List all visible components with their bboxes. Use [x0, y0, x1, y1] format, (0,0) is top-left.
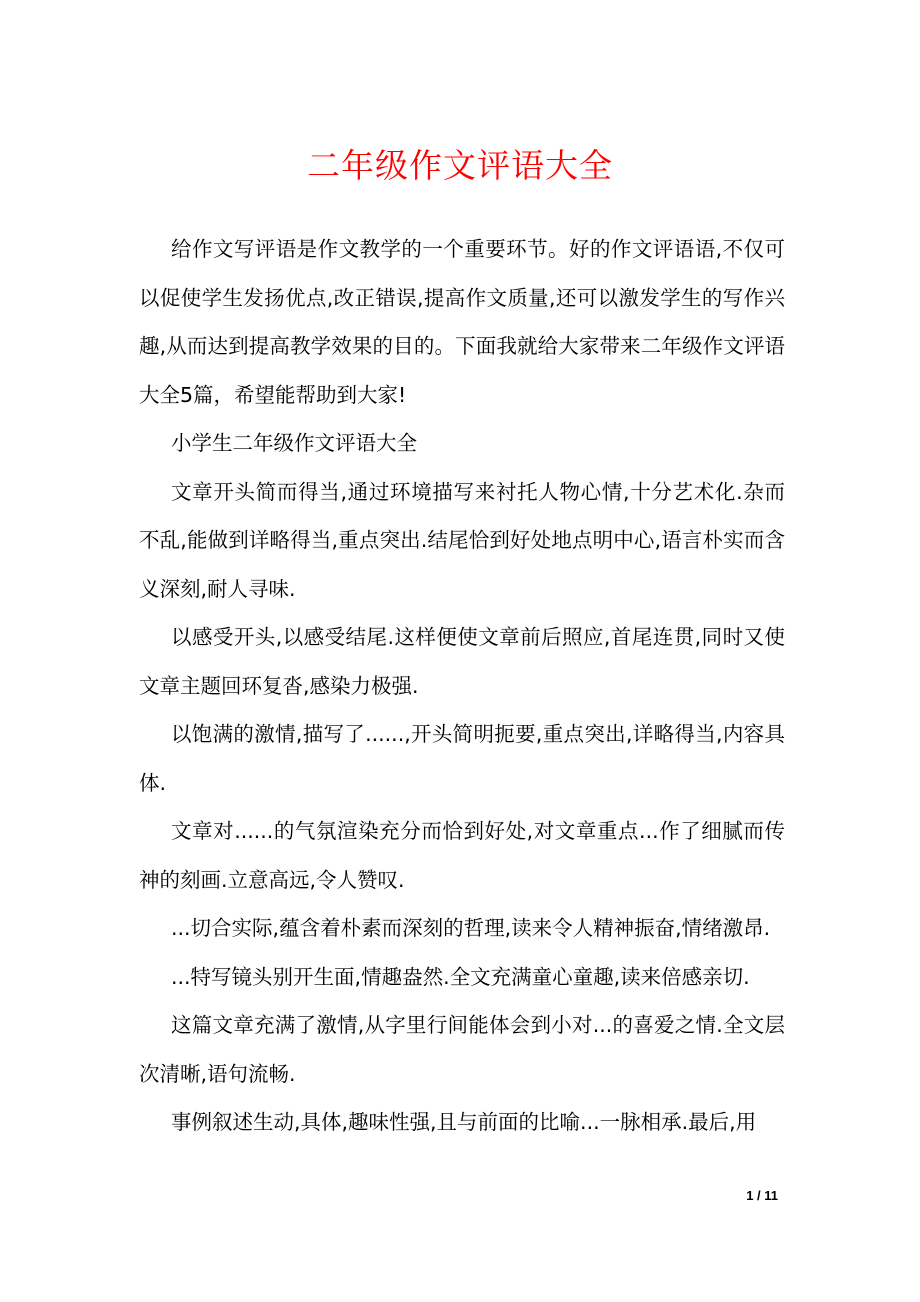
comment-paragraph: ...特写镜头别开生面,情趣盎然.全文充满童心童趣,读来倍感亲切.: [171, 964, 750, 989]
comment-paragraph: 以饱满的激情,描写了......,开头简明扼要,重点突出,详略得当,内容具体.: [139, 722, 785, 795]
comment-paragraph: 事例叙述生动,具体,趣味性强,且与前面的比喻...一脉相承.最后,用: [171, 1110, 757, 1134]
page-indicator: 1 / 11: [746, 1188, 778, 1203]
section-heading: 小学生二年级作文评语大全: [171, 431, 417, 455]
document-body: [139, 225, 785, 1147]
comment-paragraph: 文章开头简而得当,通过环境描写来衬托人物心情,十分艺术化.杂而不乱,能做到详略得当,重点突出.结尾恰到好处地点明中心,语言朴实而含义深刻,耐人寻味.: [139, 479, 785, 601]
comment-paragraph: 这篇文章充满了激情,从字里行间能体会到小对...的喜爱之情.全文层次清晰,语句流畅.: [139, 1013, 785, 1086]
comment-paragraph: 文章对......的气氛渲染充分而恰到好处,对文章重点...作了细腻而传神的刻画.立意高远,令人赞叹.: [139, 819, 785, 892]
intro-paragraph: 给作文写评语是作文教学的一个重要环节。好的作文评语语,不仅可以促使学生发扬优点,改正错误,提高作文质量,还可以激发学生的写作兴趣,从而达到提高教学效果的目的。下面我就给大家带来二年级作文评语大全5篇，希望能帮助到大家!: [139, 237, 785, 407]
comment-paragraph: ...切合实际,蕴含着朴素而深刻的哲理,读来令人精神振奋,情绪激昂.: [171, 916, 771, 940]
document-title: 二年级作文评语大全: [307, 146, 613, 185]
comment-paragraph: 以感受开头,以感受结尾.这样便使文章前后照应,首尾连贯,同时又使文章主题回环复沓,感染力极强.: [139, 625, 785, 698]
